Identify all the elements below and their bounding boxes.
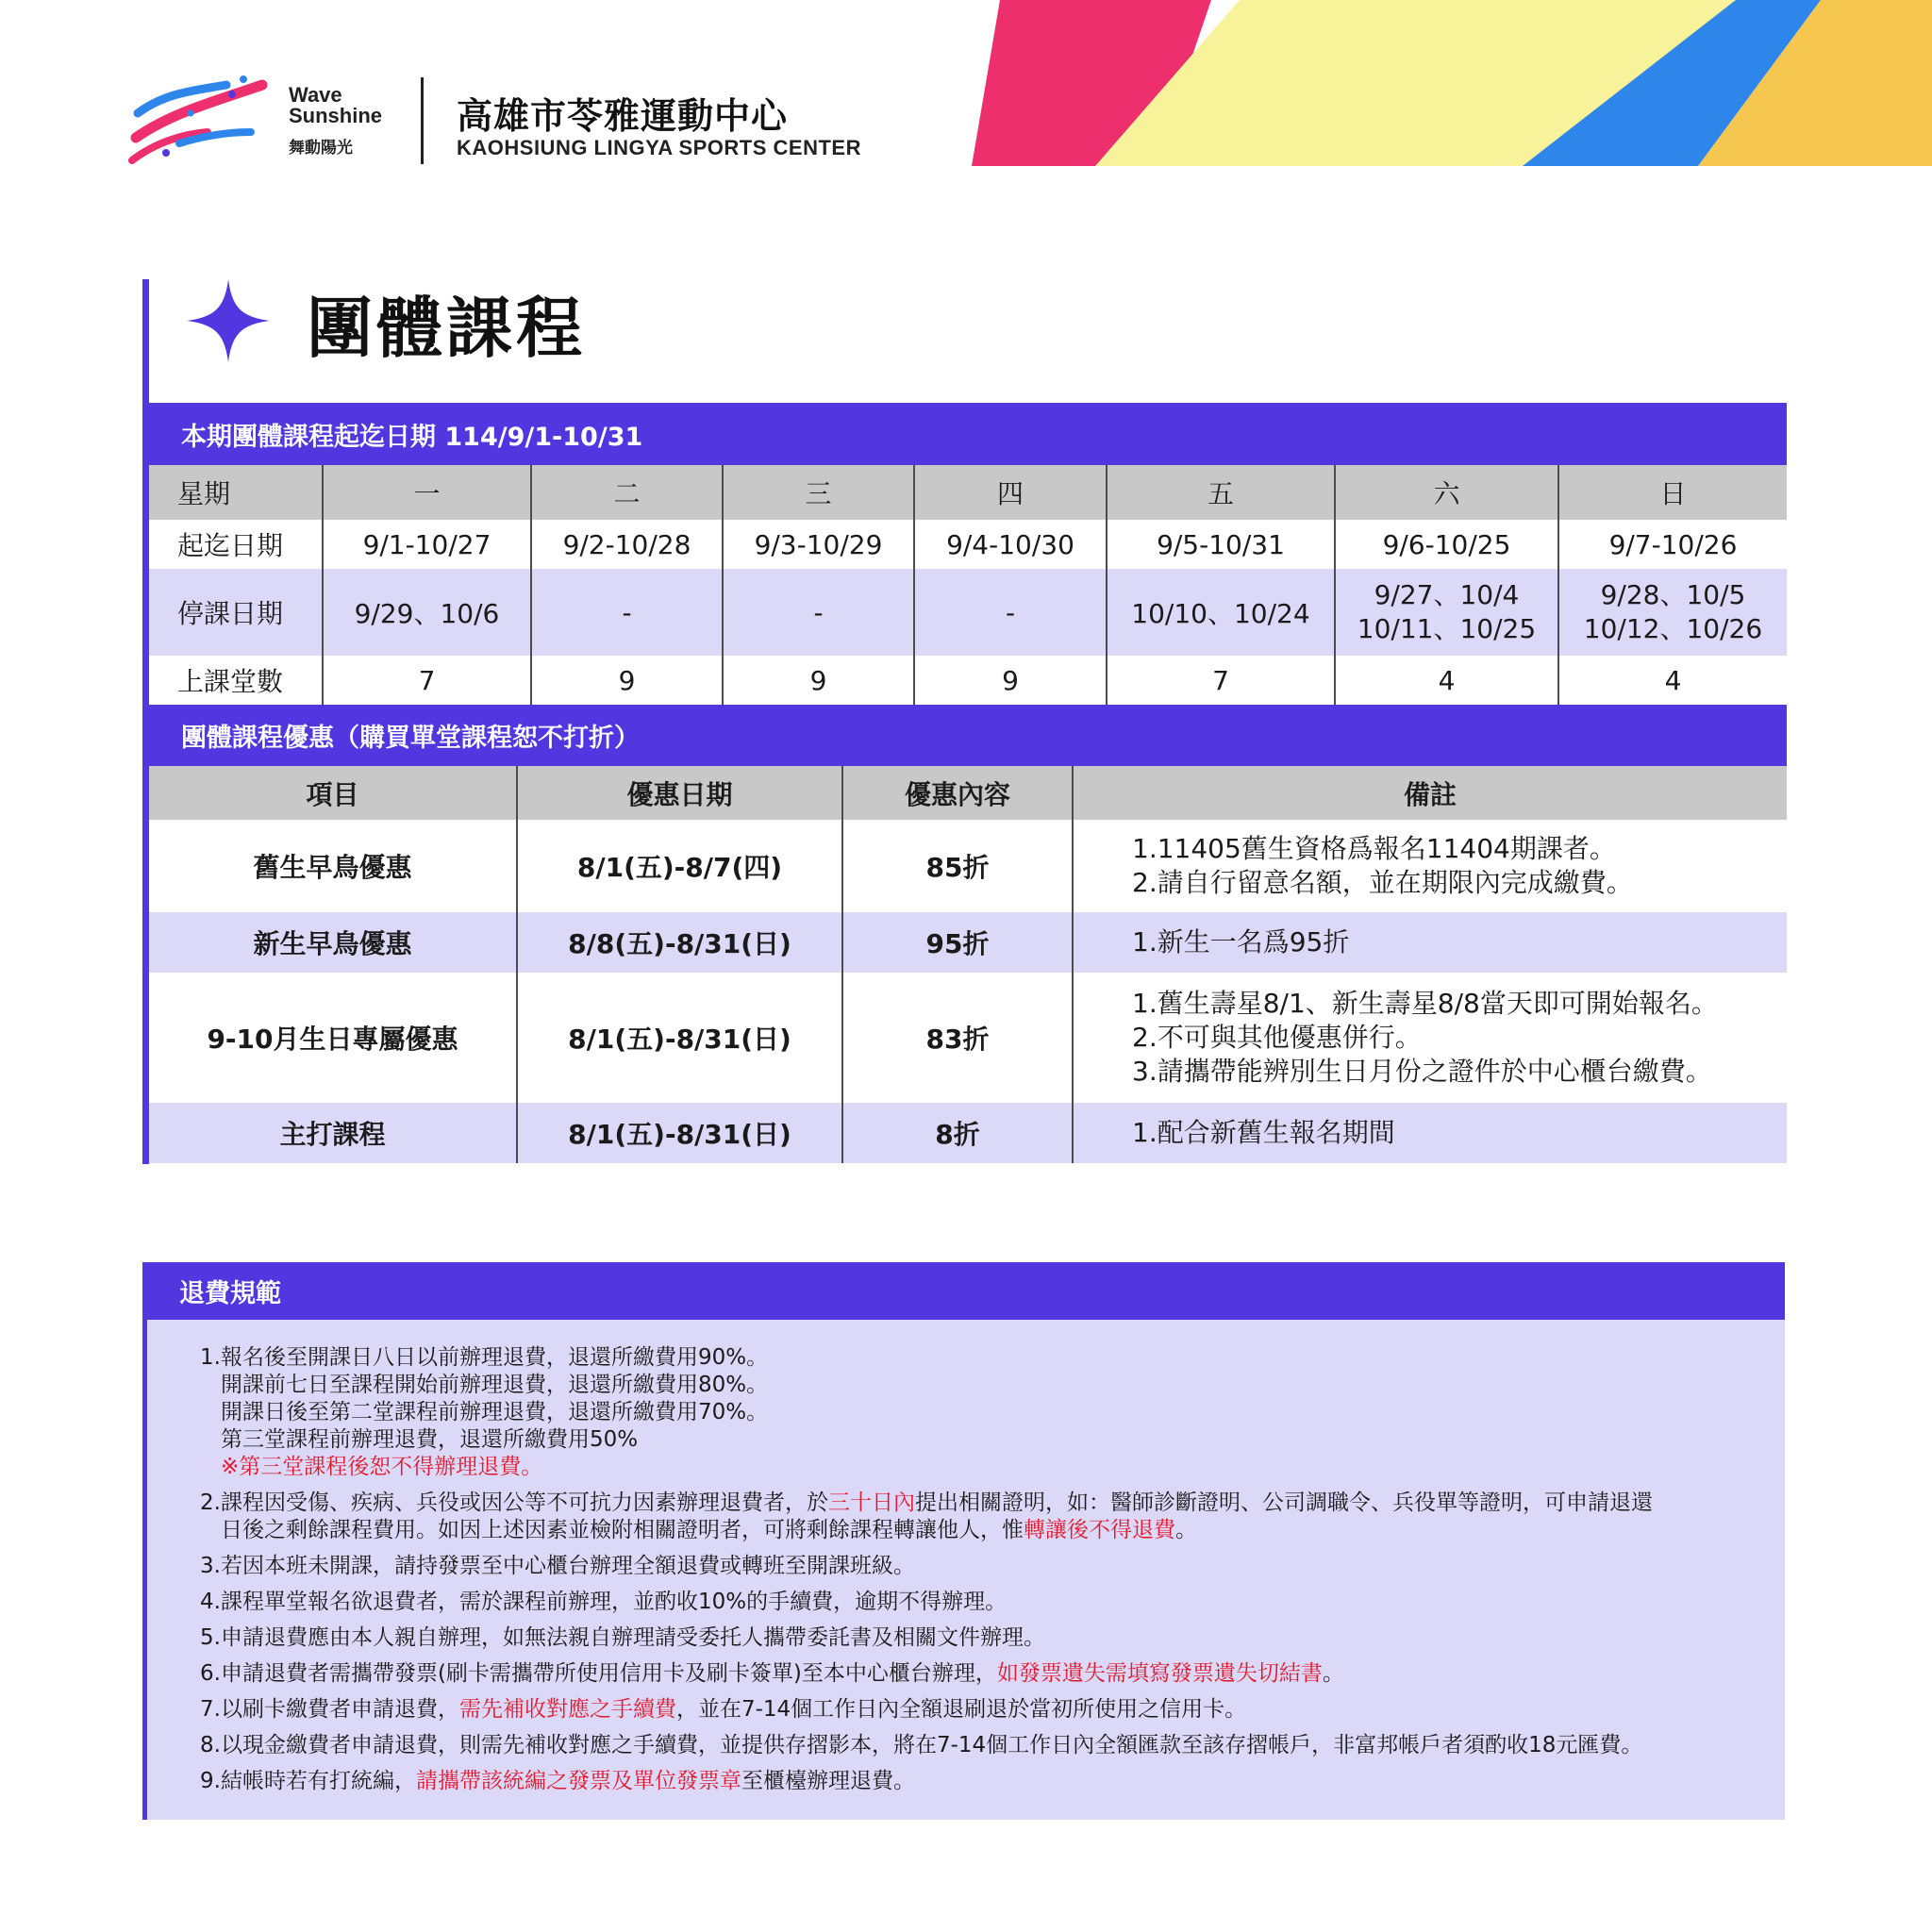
- discount-header-cell: 優惠日期: [517, 766, 842, 820]
- rule-line: 1.報名後至開課日八日以前辦理退費，退還所繳費用90%。: [200, 1345, 769, 1370]
- table-cell: 7: [1107, 656, 1335, 705]
- rule-warning: ※第三堂課程後恕不得辦理退費。: [221, 1455, 543, 1479]
- off-date-line: 9/28、10/5: [1600, 579, 1746, 610]
- table-row: [149, 912, 1787, 973]
- note-line: 2.請自行留意名額，並在期限內完成繳費。: [1132, 867, 1633, 898]
- discount-bar-title: 團體課程優惠（購買單堂課程恕不打折）: [181, 724, 640, 753]
- rule-highlight: 如發票遺失需填寫發票遺失切結書: [996, 1661, 1323, 1686]
- rule-text: 6.申請退費者需攜帶發票(刷卡需攜帶所使用信用卡及刷卡簽單)至本中心櫃台辦理，: [200, 1661, 997, 1686]
- refund-rule-9: [200, 1768, 1766, 1795]
- rule-text: ，並在7-14個工作日內全額退刷退於當初所使用之信用卡。: [675, 1697, 1247, 1722]
- center-name-en: KAOHSIUNG LINGYA SPORTS CENTER: [457, 136, 861, 159]
- rule-text: 提出相關證明，如：醫師診斷證明、公司調職令、兵役單等證明，可申請退還: [914, 1491, 1653, 1515]
- discount-item: 主打課程: [149, 1103, 517, 1163]
- rule-highlight: 三十日內: [827, 1491, 915, 1515]
- schedule-header-cell: 二: [531, 465, 723, 520]
- refund-rule-6: [200, 1660, 1766, 1688]
- refund-rule-3: 3.若因本班未開課，請持發票至中心櫃台辦理全額退費或轉班至開課班級。: [200, 1554, 915, 1578]
- discount-item: 新生早鳥優惠: [149, 912, 517, 973]
- schedule-dates-row: [149, 520, 1787, 569]
- table-cell: 10/10、10/24: [1107, 569, 1335, 656]
- table-cell: 9/4-10/30: [914, 520, 1107, 569]
- discount-header-row: [149, 766, 1787, 820]
- discount-header-cell: 備註: [1073, 766, 1787, 820]
- note-line: 1.新生一名爲95折: [1132, 926, 1350, 958]
- discount-value: 85折: [842, 820, 1073, 912]
- rule-line: [200, 1490, 1766, 1517]
- rule-text: 日後之剩餘課程費用。如因上述因素並檢附相關證明者，可將剩餘課程轉讓他人，惟: [221, 1518, 1024, 1542]
- refund-rules-list: [200, 1344, 1766, 1804]
- discount-value: 83折: [842, 973, 1073, 1103]
- rule-highlight: 轉讓後不得退費: [1024, 1518, 1175, 1542]
- rule-text: 。: [1322, 1661, 1344, 1686]
- discount-notes: [1073, 973, 1787, 1103]
- discount-table: [149, 766, 1787, 1163]
- schedule-header-cell: 六: [1335, 465, 1558, 520]
- discount-item: 9-10月生日專屬優惠: [149, 973, 517, 1103]
- discount-bar: [149, 705, 1787, 766]
- discount-notes: [1073, 1103, 1787, 1163]
- brand-name-zh: 舞動陽光: [289, 139, 353, 157]
- rule-text: 至櫃檯辦理退費。: [741, 1769, 915, 1793]
- table-cell: 9/5-10/31: [1107, 520, 1335, 569]
- schedule-header-cell: 星期: [149, 465, 323, 520]
- diamond-icon: [187, 279, 270, 362]
- discount-period: 8/1(五)-8/7(四): [517, 820, 842, 912]
- table-cell: 4: [1335, 656, 1558, 705]
- discount-period: 8/1(五)-8/31(日): [517, 1103, 842, 1163]
- table-cell: 停課日期: [149, 569, 323, 656]
- rule-text: 。: [1175, 1518, 1197, 1542]
- table-row: [149, 973, 1787, 1103]
- table-cell: 9: [531, 656, 723, 705]
- schedule-header-cell: 三: [723, 465, 914, 520]
- rule-highlight: 請攜帶該統編之發票及單位發票章: [415, 1769, 741, 1793]
- page-title: 團體課程: [307, 290, 586, 367]
- refund-bar: [147, 1262, 1785, 1320]
- note-line: 1.舊生壽星8/1、新生壽星8/8當天即可開始報名。: [1132, 988, 1718, 1019]
- refund-rule-7: [200, 1696, 1766, 1724]
- discount-notes: [1073, 820, 1787, 912]
- discount-notes: [1073, 912, 1787, 973]
- table-cell: 上課堂數: [149, 656, 323, 705]
- table-cell: 9/6-10/25: [1335, 520, 1558, 569]
- discount-value: 8折: [842, 1103, 1073, 1163]
- schedule-bar: [149, 403, 1787, 465]
- off-date-line: 10/12、10/26: [1583, 613, 1763, 644]
- note-line: 1.11405舊生資格爲報名11404期課者。: [1132, 833, 1616, 864]
- discount-header-cell: 項目: [149, 766, 517, 820]
- table-row: [149, 820, 1787, 912]
- schedule-header-cell: 四: [914, 465, 1107, 520]
- rule-highlight: 需先補收對應之手續費: [458, 1697, 676, 1722]
- table-cell: [1335, 569, 1558, 656]
- schedule-header-row: [149, 465, 1787, 520]
- table-cell: 9/2-10/28: [531, 520, 723, 569]
- rule-text: 9.結帳時若有打統編，: [200, 1769, 416, 1793]
- discount-header-cell: 優惠內容: [842, 766, 1073, 820]
- schedule-header-cell: 五: [1107, 465, 1335, 520]
- table-cell: 9: [914, 656, 1107, 705]
- refund-rule-4: 4.課程單堂報名欲退費者，需於課程前辦理，並酌收10%的手續費，逾期不得辦理。: [200, 1590, 1008, 1614]
- discount-period: 8/1(五)-8/31(日): [517, 973, 842, 1103]
- center-name: 高雄市苓雅運動中心: [457, 95, 789, 137]
- rule-text: 7.以刷卡繳費者申請退費，: [200, 1697, 459, 1722]
- schedule-header-cell: 一: [323, 465, 531, 520]
- off-date-line: 10/11、10/25: [1357, 613, 1537, 644]
- refund-rule-1: [200, 1344, 1766, 1481]
- rule-text: 2.課程因受傷、疾病、兵役或因公等不可抗力因素辦理退費者，於: [200, 1491, 828, 1515]
- refund-rule-2: [200, 1490, 1766, 1544]
- table-cell: 9/3-10/29: [723, 520, 914, 569]
- table-cell: 9/7-10/26: [1558, 520, 1787, 569]
- rule-line: 開課日後至第二堂課程前辦理退費，退還所繳費用70%。: [221, 1400, 769, 1424]
- table-cell: 9/29、10/6: [323, 569, 531, 656]
- rule-line: 第三堂課程前辦理退費，退還所繳費用50%: [221, 1427, 639, 1452]
- brand-name-en-1: Wave: [289, 83, 342, 107]
- refund-bar-title: 退費規範: [179, 1279, 281, 1308]
- table-cell: -: [914, 569, 1107, 656]
- table-row: [149, 1103, 1787, 1163]
- note-line: 2.不可與其他優惠併行。: [1132, 1022, 1422, 1053]
- schedule-bar-title: 本期團體課程起迄日期 114/9/1-10/31: [181, 422, 643, 452]
- header-decoration-stripes: [972, 0, 1932, 166]
- schedule-table: [149, 465, 1787, 705]
- note-line: 3.請攜帶能辨別生日月份之證件於中心櫃台繳費。: [1132, 1056, 1712, 1087]
- discount-period: 8/8(五)-8/31(日): [517, 912, 842, 973]
- table-cell: 4: [1558, 656, 1787, 705]
- note-line: 1.配合新舊生報名期間: [1132, 1117, 1395, 1148]
- off-date-line: 9/27、10/4: [1374, 579, 1520, 610]
- schedule-count-row: [149, 656, 1787, 705]
- discount-value: 95折: [842, 912, 1073, 973]
- table-cell: 9: [723, 656, 914, 705]
- section-accent-bar: [142, 279, 149, 1164]
- table-cell: 9/1-10/27: [323, 520, 531, 569]
- table-cell: 7: [323, 656, 531, 705]
- schedule-off-row: [149, 569, 1787, 656]
- table-cell: [1558, 569, 1787, 656]
- schedule-header-cell: 日: [1558, 465, 1787, 520]
- brand-name-en-2: Sunshine: [289, 104, 383, 127]
- table-cell: 起迄日期: [149, 520, 323, 569]
- refund-rule-8: 8.以現金繳費者申請退費，則需先補收對應之手續費，並提供存摺影本，將在7-14個工作日內全額匯款至該存摺帳戶，非富邦帳戶者須酌收18元匯費。: [200, 1733, 1643, 1757]
- rule-line: [200, 1517, 1766, 1544]
- discount-item: 舊生早鳥優惠: [149, 820, 517, 912]
- table-cell: -: [531, 569, 723, 656]
- brand-wordmark: [289, 85, 382, 158]
- refund-rule-5: 5.申請退費應由本人親自辦理，如無法親自辦理請受委托人攜帶委託書及相關文件辦理。: [200, 1625, 1045, 1650]
- rule-line: 開課前七日至課程開始前辦理退費，退還所繳費用80%。: [221, 1373, 769, 1397]
- brand-logo-mark: [128, 74, 270, 168]
- header-divider: [421, 77, 424, 164]
- table-cell: -: [723, 569, 914, 656]
